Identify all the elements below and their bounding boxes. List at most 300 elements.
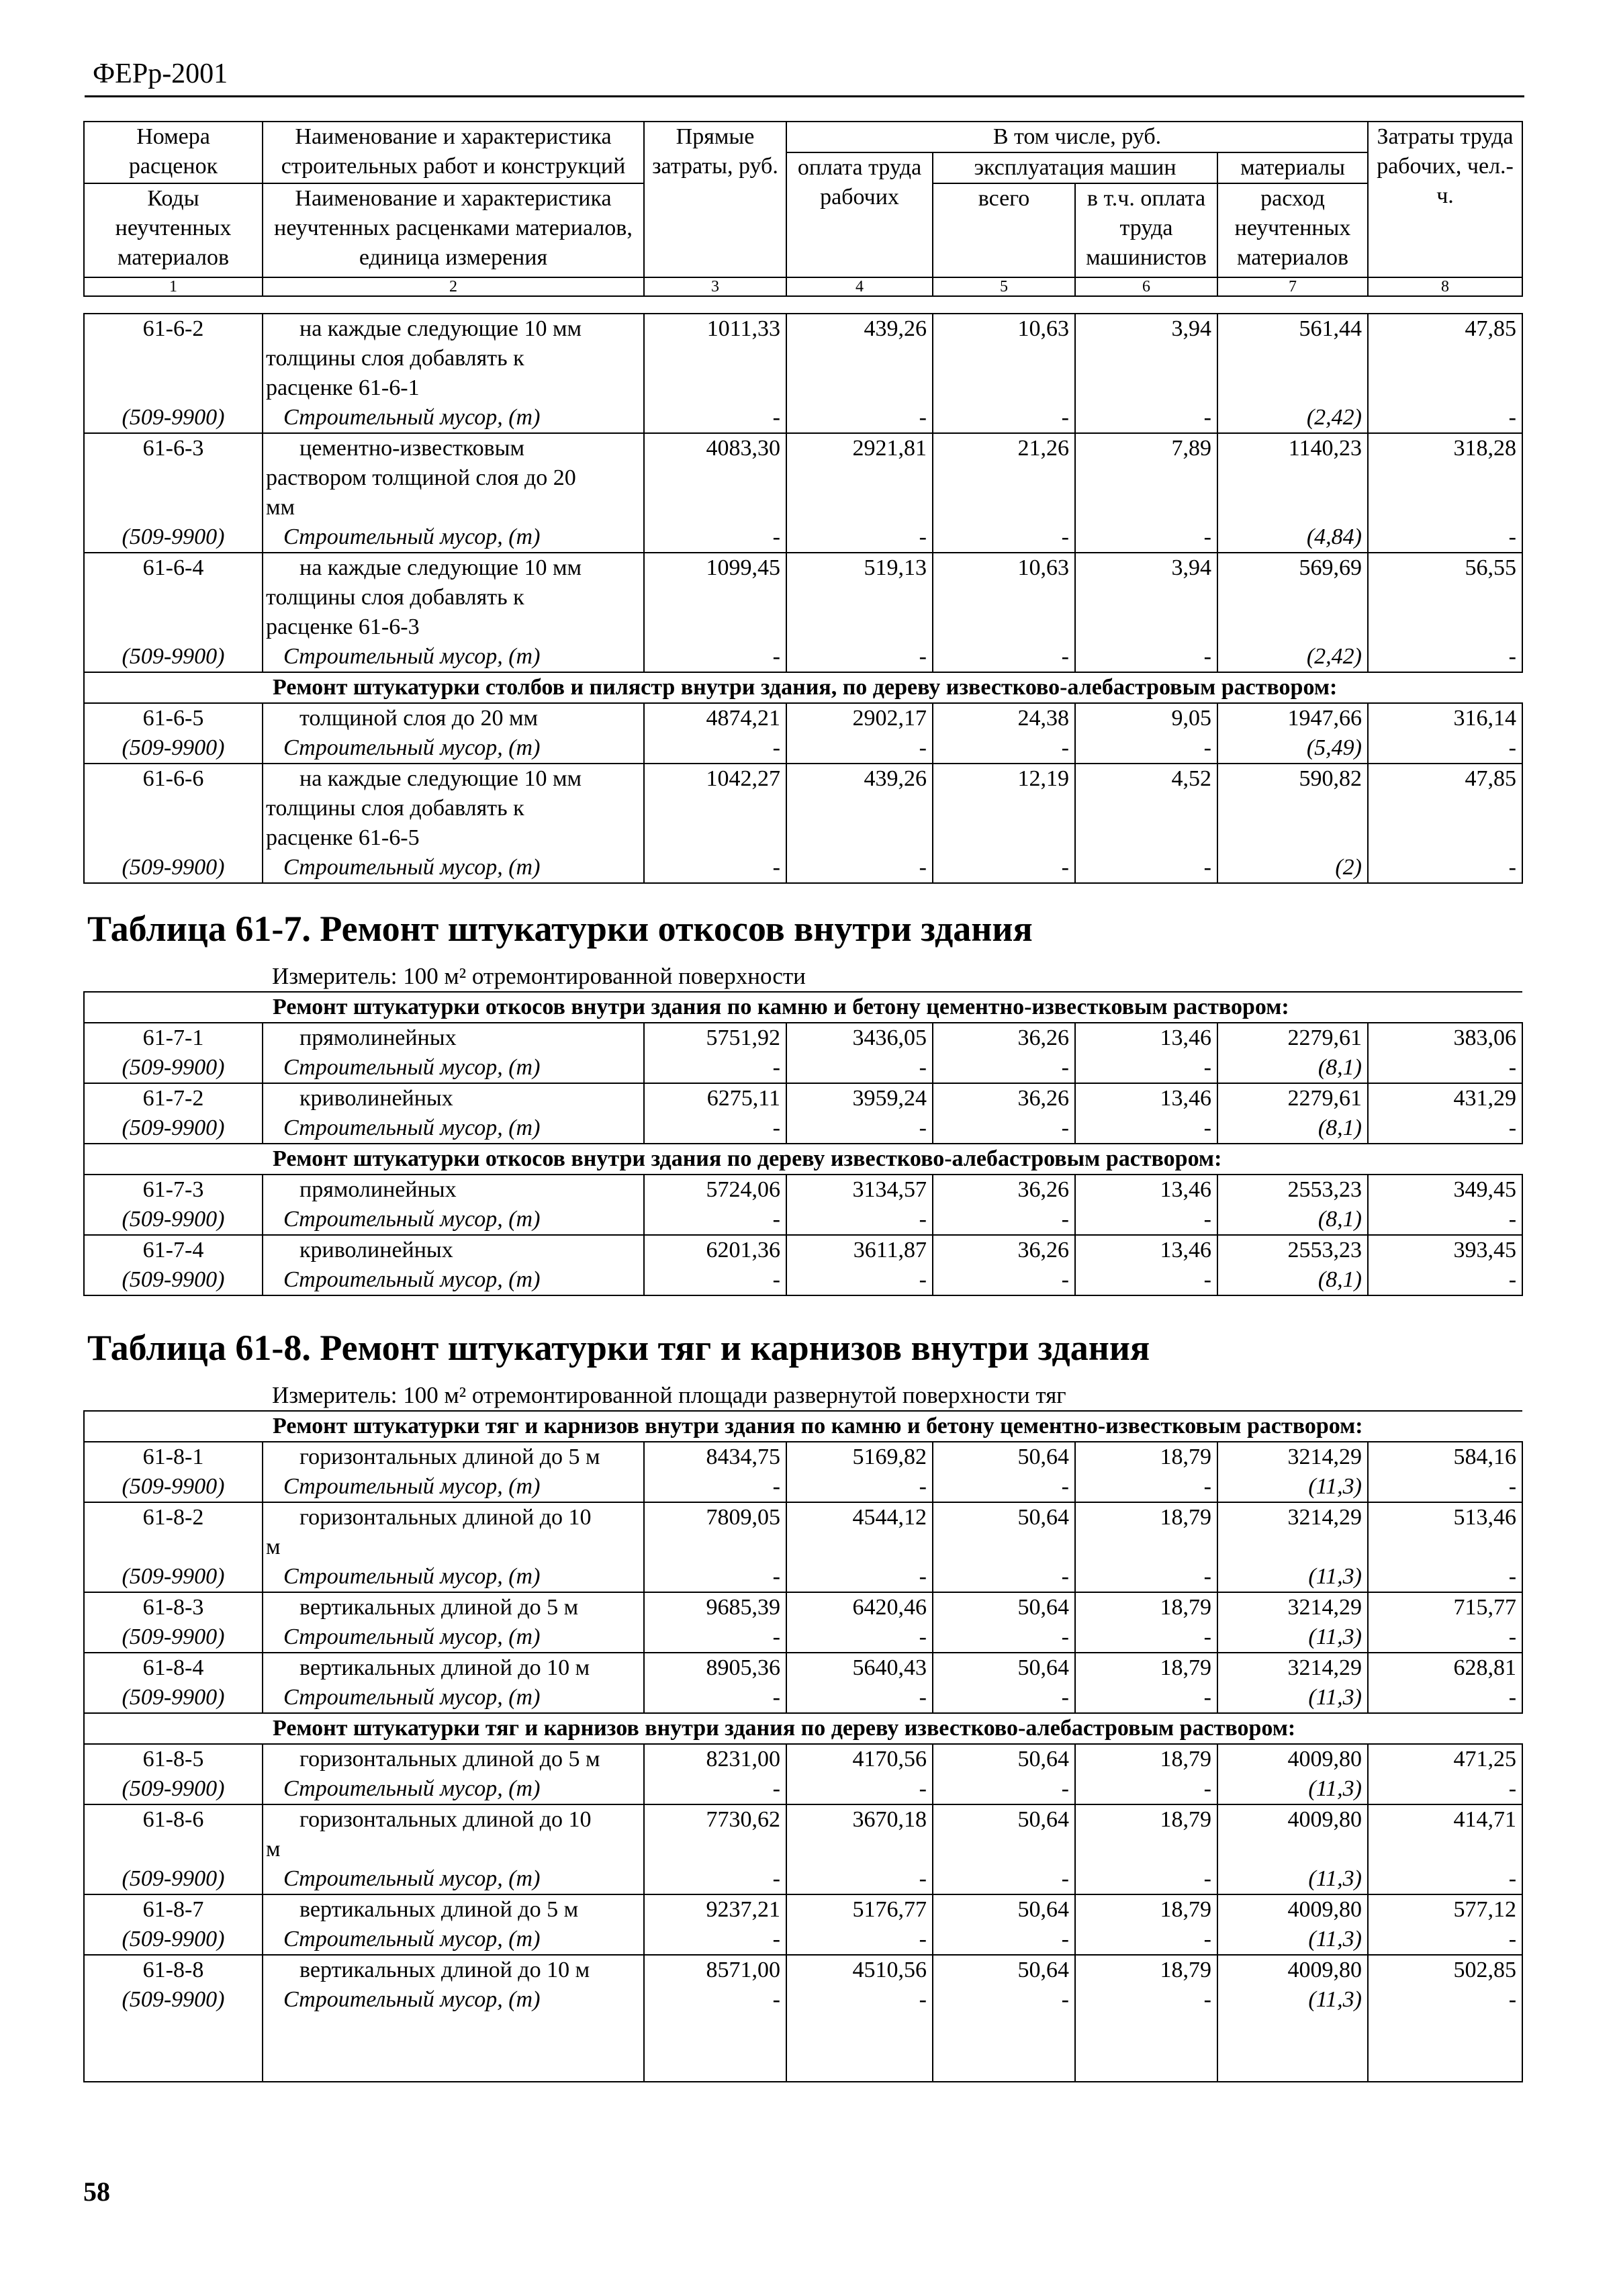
dash: - [1368,1472,1522,1502]
table-row [84,1622,1522,1653]
col2-header-top: Наименование и характеристика строительных работ и конструкций [263,122,644,183]
material-code: (509-9900) [84,1925,263,1955]
dash: - [1368,1985,1522,2015]
dash: - [933,1472,1075,1502]
machinists-pay: 18,79 [1075,1653,1217,1683]
material-quantity: (11,3) [1217,1925,1368,1955]
materials-cost: 590,82 [1217,764,1368,794]
dash: - [1075,1053,1217,1083]
material-quantity: (2,42) [1217,642,1368,672]
dash: - [1075,1622,1217,1653]
machinists-pay: 3,94 [1075,314,1217,344]
material-code: (509-9900) [84,1053,263,1083]
rate-code: 61-8-1 [84,1442,263,1472]
dash: - [1368,1053,1522,1083]
dash: - [1368,853,1522,883]
direct-cost: 8905,36 [644,1653,786,1683]
material-quantity: (11,3) [1217,1622,1368,1653]
labor-hours: 383,06 [1368,1023,1522,1053]
dash: - [644,1925,786,1955]
labor-pay: 5176,77 [786,1894,933,1925]
dash: - [1368,642,1522,672]
machines-total: 50,64 [933,1955,1075,1985]
dash: - [644,1113,786,1144]
labor-pay: 3436,05 [786,1023,933,1053]
labor-hours: 414,71 [1368,1804,1522,1835]
material-quantity: (5,49) [1217,733,1368,764]
dash: - [786,1774,933,1804]
table-row [84,493,1522,522]
dash: - [644,1205,786,1235]
dash: - [786,1622,933,1653]
material-name: Строительный мусор, (т) [263,1864,644,1894]
table-row [84,1955,1522,1985]
table-row [84,703,1522,733]
direct-cost: 5724,06 [644,1175,786,1205]
machinists-pay: 18,79 [1075,1955,1217,1985]
machines-total: 12,19 [933,764,1075,794]
labor-pay: 3134,57 [786,1175,933,1205]
dash: - [644,853,786,883]
work-name: вертикальных длиной до 10 м [263,1653,644,1683]
dash: - [786,1053,933,1083]
dash: - [786,1113,933,1144]
dash: - [786,1683,933,1713]
material-code: (509-9900) [84,1985,263,2015]
direct-cost: 5751,92 [644,1023,786,1053]
dash: - [933,1205,1075,1235]
direct-cost: 8571,00 [644,1955,786,1985]
material-name: Строительный мусор, (т) [263,1053,644,1083]
table-row [84,1653,1522,1683]
dash: - [786,1472,933,1502]
table-row [84,344,1522,373]
material-code: (509-9900) [84,1265,263,1295]
dash: - [644,403,786,433]
materials-cost: 3214,29 [1217,1592,1368,1622]
material-name: Строительный мусор, (т) [263,1622,644,1653]
table-row [84,314,1522,344]
col8-header: Затраты труда рабочих, чел.-ч. [1368,122,1522,277]
machinists-pay: 13,46 [1075,1235,1217,1265]
machines-total: 50,64 [933,1442,1075,1472]
dash: - [1075,1472,1217,1502]
materials-cost: 4009,80 [1217,1955,1368,1985]
col3-header: Прямые затраты, руб. [644,122,786,277]
table-row [84,823,1522,853]
material-name: Строительный мусор, (т) [263,1113,644,1144]
dash: - [1075,1864,1217,1894]
machines-total: 36,26 [933,1235,1075,1265]
dash: - [786,1205,933,1235]
labor-pay: 519,13 [786,553,933,583]
work-name: горизонтальных длиной до 10 [263,1502,644,1532]
work-name: на каждые следующие 10 мм [263,314,644,344]
rate-code: 61-6-2 [84,314,263,344]
col-number: 7 [1217,277,1368,296]
labor-hours: 393,45 [1368,1235,1522,1265]
material-quantity: (2,42) [1217,403,1368,433]
dash: - [644,733,786,764]
dash: - [1368,1925,1522,1955]
table-row [84,1532,1522,1562]
rate-code: 61-8-4 [84,1653,263,1683]
dash: - [1368,1683,1522,1713]
rate-code: 61-7-4 [84,1235,263,1265]
document-header: ФЕРр-2001 [93,58,228,89]
material-code: (509-9900) [84,733,263,764]
machines-total: 21,26 [933,433,1075,463]
work-name: горизонтальных длиной до 5 м [263,1442,644,1472]
work-name: горизонтальных длиной до 10 [263,1804,644,1835]
labor-hours: 471,25 [1368,1744,1522,1774]
table-row [84,1683,1522,1713]
material-name: Строительный мусор, (т) [263,1683,644,1713]
labor-hours: 628,81 [1368,1653,1522,1683]
dash: - [1368,1113,1522,1144]
dash: - [1368,1265,1522,1295]
dash: - [1368,403,1522,433]
table-row [84,463,1522,493]
dash: - [1368,1774,1522,1804]
col-number: 5 [933,277,1075,296]
rate-code: 61-6-5 [84,703,263,733]
dash: - [1075,1774,1217,1804]
table-61-7 [83,962,1523,1296]
col-number: 3 [644,277,786,296]
machines-total: 36,26 [933,1023,1075,1053]
dash: - [644,1562,786,1592]
dash: - [1368,1622,1522,1653]
material-name: Строительный мусор, (т) [263,1925,644,1955]
material-code: (509-9900) [84,1562,263,1592]
materials-cost: 1947,66 [1217,703,1368,733]
dash: - [1075,1562,1217,1592]
table-row [84,1235,1522,1265]
dash: - [933,853,1075,883]
machinists-pay: 18,79 [1075,1804,1217,1835]
direct-cost: 6201,36 [644,1235,786,1265]
machines-total: 24,38 [933,703,1075,733]
work-name: прямолинейных [263,1175,644,1205]
material-code: (509-9900) [84,403,263,433]
direct-cost: 9237,21 [644,1894,786,1925]
table-row [84,1592,1522,1622]
labor-pay: 5640,43 [786,1653,933,1683]
table-row [84,403,1522,433]
table-61-6-body [83,313,1523,884]
table-row [84,1562,1522,1592]
table-row [84,1774,1522,1804]
materials-cost: 561,44 [1217,314,1368,344]
table-row [84,1442,1522,1472]
dash: - [786,853,933,883]
material-quantity: (8,1) [1217,1265,1368,1295]
machinists-pay: 18,79 [1075,1894,1217,1925]
section-heading: Ремонт штукатурки тяг и карнизов внутри здания по дереву известково-алебастровым раствором: [84,1713,1522,1744]
table-row [84,553,1522,583]
dash: - [933,522,1075,553]
table-row [84,794,1522,823]
table-row [84,1053,1522,1083]
work-name-cont: м [263,1532,644,1562]
dash: - [1075,1925,1217,1955]
dash: - [1368,1864,1522,1894]
dash: - [786,1864,933,1894]
rate-code: 61-8-2 [84,1502,263,1532]
column-header-table [83,121,1523,297]
dash: - [644,1683,786,1713]
work-name-cont: расценке 61-6-5 [263,823,644,853]
material-name: Строительный мусор, (т) [263,733,644,764]
machinists-pay: 13,46 [1075,1083,1217,1113]
dash: - [644,1265,786,1295]
dash: - [644,1774,786,1804]
table-row [84,1175,1522,1205]
col6-header: в т.ч. оплата труда машинистов [1075,183,1217,277]
machines-total: 50,64 [933,1592,1075,1622]
dash: - [1075,1985,1217,2015]
section-heading: Ремонт штукатурки откосов внутри здания по камню и бетону цементно-известковым раствором: [84,992,1522,1023]
machines-total: 50,64 [933,1804,1075,1835]
machinists-pay: 18,79 [1075,1442,1217,1472]
material-name: Строительный мусор, (т) [263,1205,644,1235]
dash: - [933,1622,1075,1653]
section-heading-row [84,992,1522,1023]
material-code: (509-9900) [84,1774,263,1804]
material-quantity: (8,1) [1217,1205,1368,1235]
material-name: Строительный мусор, (т) [263,642,644,672]
rate-code: 61-7-1 [84,1023,263,1053]
table-row [84,642,1522,672]
materials-cost: 4009,80 [1217,1894,1368,1925]
section-heading: Ремонт штукатурки столбов и пилястр внутри здания, по дереву известково-алебастровым раствором: [84,672,1522,703]
work-name-cont: толщины слоя добавлять к [263,344,644,373]
page-number: 58 [83,2176,110,2207]
dash: - [1075,1113,1217,1144]
work-name: горизонтальных длиной до 5 м [263,1744,644,1774]
material-quantity: (11,3) [1217,1774,1368,1804]
machines-total: 50,64 [933,1894,1075,1925]
material-quantity: (11,3) [1217,1562,1368,1592]
materials-cost: 1140,23 [1217,433,1368,463]
materials-header: материалы [1217,152,1368,183]
material-code: (509-9900) [84,522,263,553]
machines-total: 50,64 [933,1653,1075,1683]
work-name-cont: расценке 61-6-1 [263,373,644,403]
labor-pay: 3611,87 [786,1235,933,1265]
machinists-pay: 4,52 [1075,764,1217,794]
rate-code: 61-8-5 [84,1744,263,1774]
direct-cost: 8231,00 [644,1744,786,1774]
work-name-cont: толщины слоя добавлять к [263,794,644,823]
dash: - [1368,1205,1522,1235]
labor-hours: 513,46 [1368,1502,1522,1532]
work-name: на каждые следующие 10 мм [263,764,644,794]
labor-hours: 47,85 [1368,314,1522,344]
material-quantity: (2) [1217,853,1368,883]
table-61-8-title: Таблица 61-8. Ремонт штукатурки тяг и карнизов внутри здания [87,1328,1150,1368]
material-name: Строительный мусор, (т) [263,522,644,553]
dash: - [786,733,933,764]
labor-hours: 431,29 [1368,1083,1522,1113]
work-name: цементно-известковым [263,433,644,463]
rate-code: 61-6-6 [84,764,263,794]
material-quantity: (4,84) [1217,522,1368,553]
section-heading-row [84,1411,1522,1442]
section-heading-row [84,1144,1522,1175]
work-name-cont: м [263,1835,644,1864]
measure-row [84,1381,1522,1411]
labor-pay: 6420,46 [786,1592,933,1622]
work-name-cont: расценке 61-6-3 [263,612,644,642]
machinists-pay: 18,79 [1075,1502,1217,1532]
rate-code: 61-8-8 [84,1955,263,1985]
labor-hours: 349,45 [1368,1175,1522,1205]
labor-pay: 4544,12 [786,1502,933,1532]
dash: - [1368,733,1522,764]
labor-hours: 577,12 [1368,1894,1522,1925]
header-rule [85,95,1524,97]
dash: - [786,522,933,553]
labor-hours: 56,55 [1368,553,1522,583]
machinists-pay: 18,79 [1075,1592,1217,1622]
dash: - [644,1053,786,1083]
dash: - [933,1562,1075,1592]
col7-header: расход неучтенных материалов [1217,183,1368,277]
table-row [84,612,1522,642]
material-name: Строительный мусор, (т) [263,1265,644,1295]
table-row [84,733,1522,764]
machinists-pay: 13,46 [1075,1023,1217,1053]
measure-text: Измеритель: 100 м² отремонтированной поверхности [272,963,806,989]
material-code: (509-9900) [84,1472,263,1502]
labor-pay: 4170,56 [786,1744,933,1774]
table-row [84,1744,1522,1774]
machines-total: 36,26 [933,1175,1075,1205]
materials-cost: 3214,29 [1217,1502,1368,1532]
dash: - [933,1683,1075,1713]
dash: - [933,1864,1075,1894]
table-row [84,1472,1522,1502]
machinists-pay: 3,94 [1075,553,1217,583]
material-quantity: (11,3) [1217,1985,1368,2015]
table-row [84,1804,1522,1835]
table-row [84,373,1522,403]
dash: - [786,1925,933,1955]
col1-header-bottom: Коды неучтенных материалов [84,183,263,277]
dash: - [786,1562,933,1592]
dash: - [1368,1562,1522,1592]
col-number: 1 [84,277,263,296]
machines-total: 50,64 [933,1744,1075,1774]
material-code: (509-9900) [84,1864,263,1894]
work-name: вертикальных длиной до 10 м [263,1955,644,1985]
work-name: вертикальных длиной до 5 м [263,1592,644,1622]
dash: - [786,642,933,672]
table-row [84,853,1522,883]
table-row [84,1925,1522,1955]
work-name: толщиной слоя до 20 мм [263,703,644,733]
col4-header: оплата труда рабочих [786,152,933,277]
work-name: на каждые следующие 10 мм [263,553,644,583]
machinists-pay: 7,89 [1075,433,1217,463]
direct-cost: 7809,05 [644,1502,786,1532]
table-row [84,1265,1522,1295]
material-name: Строительный мусор, (т) [263,1985,644,2015]
direct-cost: 6275,11 [644,1083,786,1113]
dash: - [1075,733,1217,764]
table-row [84,433,1522,463]
direct-cost: 9685,39 [644,1592,786,1622]
dash: - [1075,1265,1217,1295]
work-name: прямолинейных [263,1023,644,1053]
dash: - [786,1265,933,1295]
direct-cost: 1042,27 [644,764,786,794]
materials-cost: 3214,29 [1217,1653,1368,1683]
section-heading-row [84,672,1522,703]
measure-row [84,962,1522,992]
group-header: В том числе, руб. [786,122,1368,152]
labor-pay: 4510,56 [786,1955,933,1985]
work-name: криволинейных [263,1235,644,1265]
machinists-pay: 9,05 [1075,703,1217,733]
col2-header-bottom: Наименование и характеристика неучтенных расценками материалов, единица измерения [263,183,644,277]
dash: - [644,1622,786,1653]
work-name: вертикальных длиной до 5 м [263,1894,644,1925]
machines-header: эксплуатация машин [933,152,1217,183]
col-number: 4 [786,277,933,296]
material-quantity: (11,3) [1217,1472,1368,1502]
dash: - [786,403,933,433]
labor-hours: 47,85 [1368,764,1522,794]
dash: - [644,1985,786,2015]
material-quantity: (8,1) [1217,1053,1368,1083]
labor-pay: 439,26 [786,314,933,344]
table-61-7-title: Таблица 61-7. Ремонт штукатурки откосов внутри здания [87,909,1033,949]
dash: - [1368,522,1522,553]
material-code: (509-9900) [84,1683,263,1713]
material-quantity: (8,1) [1217,1113,1368,1144]
dash: - [644,1472,786,1502]
direct-cost: 4083,30 [644,433,786,463]
section-heading: Ремонт штукатурки откосов внутри здания по дереву известково-алебастровым раствором: [84,1144,1522,1175]
col-number: 6 [1075,277,1217,296]
direct-cost: 7730,62 [644,1804,786,1835]
col-number: 8 [1368,277,1522,296]
work-name-cont: мм [263,493,644,522]
table-row [84,764,1522,794]
material-quantity: (11,3) [1217,1864,1368,1894]
labor-hours: 584,16 [1368,1442,1522,1472]
dash: - [1075,642,1217,672]
direct-cost: 8434,75 [644,1442,786,1472]
rate-code: 61-7-2 [84,1083,263,1113]
work-name: криволинейных [263,1083,644,1113]
materials-cost: 4009,80 [1217,1804,1368,1835]
machines-total: 10,63 [933,314,1075,344]
table-row [84,1502,1522,1532]
material-code: (509-9900) [84,853,263,883]
labor-hours: 715,77 [1368,1592,1522,1622]
machinists-pay: 18,79 [1075,1744,1217,1774]
material-name: Строительный мусор, (т) [263,853,644,883]
dash: - [1075,1683,1217,1713]
table-row [84,1113,1522,1144]
table-row [84,1864,1522,1894]
rate-code: 61-7-3 [84,1175,263,1205]
rate-code: 61-8-7 [84,1894,263,1925]
